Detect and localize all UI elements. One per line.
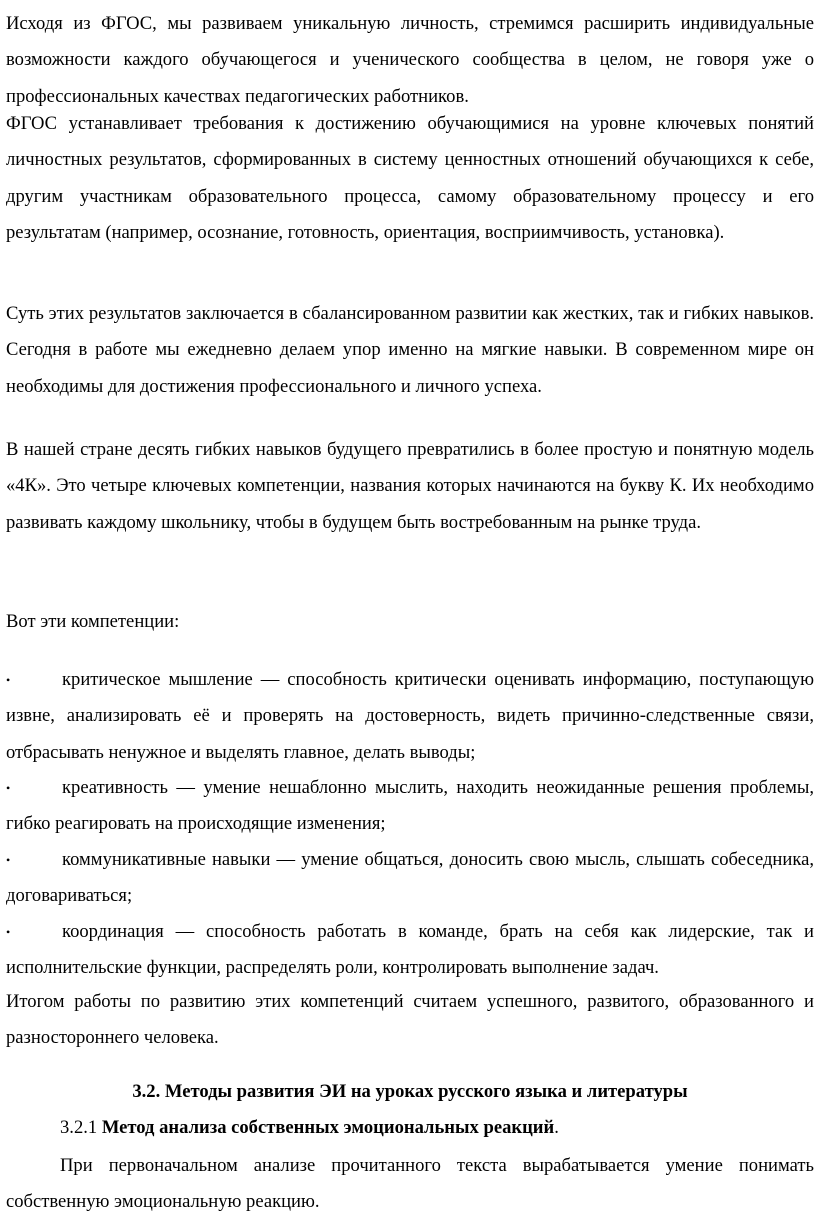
list-item-text: креативность — умение нешаблонно мыслить, находить неожиданные решения проблемы, гибко реагировать на происходящие изменения; (6, 777, 814, 835)
list-item (6, 770, 814, 843)
paragraph-fgos-requirements: ФГОС устанавливает требования к достижению обучающимися на уровне ключевых понятий личностных результатов, сформированных в систему ценностных отношений обучающихся к себе, другим участникам образовательного процесса, самому образовательному процессу и его результатам (например, осознание, готовность, ориентация, восприимчивость, установка). (6, 113, 814, 243)
list-item (6, 662, 814, 771)
paragraph-4k-model: В нашей стране десять гибких навыков будущего превратились в более простую и понятную модель «4К». Это четыре ключевых компетенции, названия которых начинаются на букву К. Их необходимо развивать каждому школьнику, чтобы в будущем быть востребованным на рынке труда. (6, 439, 814, 533)
list-item-text: координация — способность работать в команде, брать на себя как лидерские, так и исполнительские функции, распределять роли, контролировать выполнение задач. (6, 921, 814, 979)
paragraph-method-body: При первоначальном анализе прочитанного текста вырабатывается умение понимать собственную эмоциональную реакцию. (6, 1155, 814, 1213)
paragraph-fgos-intro: Исходя из ФГОС, мы развиваем уникальную личность, стремимся расширить индивидуальные возможности каждого обучающегося и ученического сообщества в целом, не говоря уже о профессиональных качествах педагогических работников. (6, 13, 814, 107)
list-item-text: критическое мышление — способность критически оценивать информацию, поступающую извне, анализировать её и проверять на достоверность, видеть причинно-следственные связи, отбрасывать ненужное и выделять главное, делать выводы; (6, 669, 814, 763)
section-heading: 3.2. Методы развития ЭИ на уроках русского языка и литературы (132, 1081, 688, 1102)
subsection-end: . (554, 1117, 559, 1138)
subsection-name: Метод анализа собственных эмоциональных реакций (101, 1117, 555, 1138)
bullet-icon: • (6, 781, 11, 795)
paragraph-conclusion: Итогом работы по развитию этих компетенций считаем успешного, развитого, образованного и разностороннего человека. (6, 991, 814, 1049)
bullet-icon: • (6, 673, 11, 687)
list-item-text: коммуникативные навыки — умение общаться, доносить свою мысль, слышать собеседника, договариваться; (6, 849, 814, 907)
paragraph-competencies-intro: Вот эти компетенции: (6, 611, 180, 632)
bullet-icon: • (6, 853, 11, 867)
bullet-icon: • (6, 925, 11, 939)
list-item (6, 914, 814, 987)
subsection-number: 3.2.1 (60, 1117, 102, 1138)
subsection-title (60, 1110, 559, 1146)
paragraph-skills-balance: Суть этих результатов заключается в сбалансированном развитии как жестких, так и гибких навыков. Сегодня в работе мы ежедневно делаем упор именно на мягкие навыки. В современном мире он необходимы для достижения профессионального и личного успеха. (6, 303, 814, 397)
list-item (6, 842, 814, 915)
